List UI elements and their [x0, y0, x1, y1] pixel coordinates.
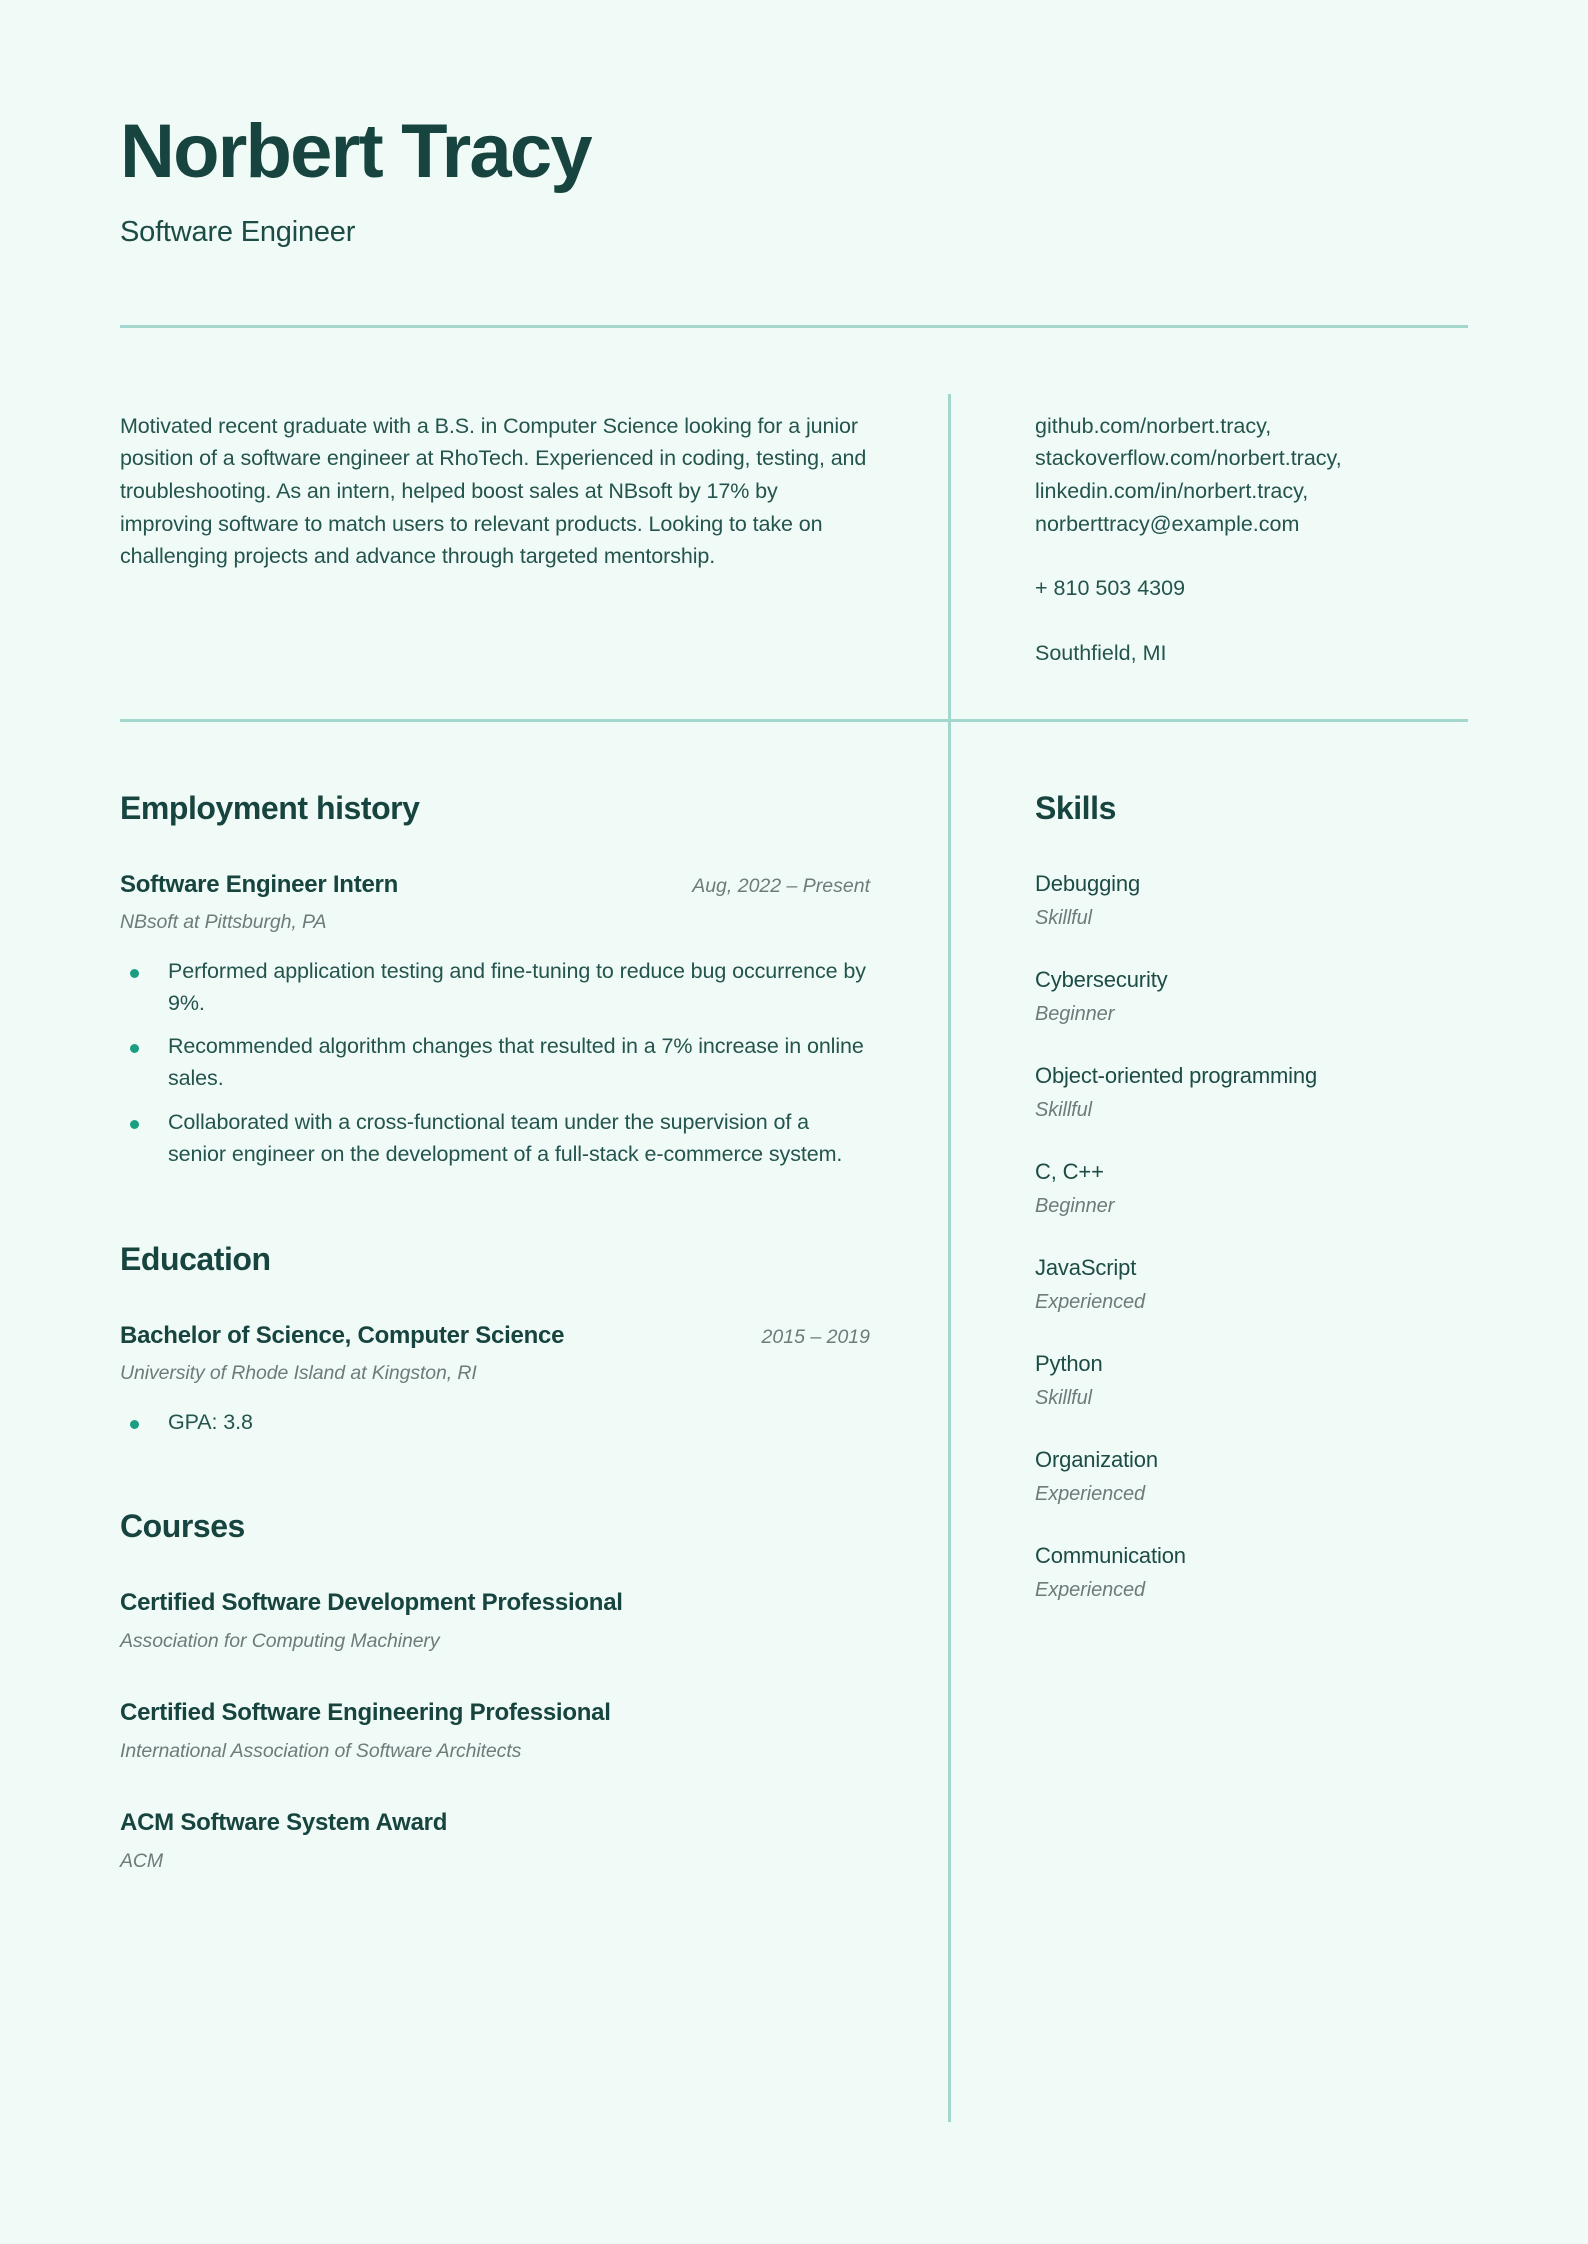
education-bullet-list: [120, 1407, 870, 1439]
course-organization: Association for Computing Machinery: [120, 1630, 440, 1653]
main-body: [120, 722, 1468, 1874]
summary-band: [120, 328, 1468, 719]
list-item: Recommended algorithm changes that resulted in a 7% increase in online sales.: [120, 1031, 870, 1095]
skill-level: Skillful: [1035, 906, 1092, 929]
skill-name: Cybersecurity: [1035, 966, 1168, 992]
main-right-column: [950, 790, 1468, 1874]
skill-level: Experienced: [1035, 1482, 1146, 1505]
education-school: University of Rhode Island at Kingston, RI: [120, 1361, 477, 1384]
employment-bullet-list: [120, 956, 870, 1171]
employment-role: Software Engineer Intern: [120, 870, 399, 898]
professional-summary: Motivated recent graduate with a B.S. in Computer Science looking for a junior position of a software engineer at RhoTech. Experienced in coding, testing, and troubleshooting. As an intern, helped boost sales at NBsoft by 17% by improving software to match users to relevant products. Looking to take on challenging projects and advance through targeted mentorship.: [120, 413, 867, 569]
skill-level: Skillful: [1035, 1386, 1092, 1409]
employment-date-range: Aug, 2022 – Present: [692, 874, 870, 897]
list-item: Performed application testing and fine-tuning to reduce bug occurrence by 9%.: [120, 956, 870, 1020]
skill-level: Skillful: [1035, 1098, 1092, 1121]
education-date-range: 2015 – 2019: [761, 1325, 870, 1348]
contact-links[interactable]: github.com/norbert.tracy, stackoverflow.com/norbert.tracy, linkedin.com/in/norbert.tracy, norberttracy@example.com: [1035, 413, 1342, 536]
course-name: Certified Software Engineering Professional: [120, 1699, 611, 1727]
skill-entry: [1035, 1159, 1468, 1218]
contact-phone[interactable]: + 810 503 4309: [1035, 576, 1186, 601]
contact-details: [1035, 410, 1468, 670]
course-name: Certified Software Development Professional: [120, 1589, 623, 1617]
candidate-job-title: Software Engineer: [120, 215, 356, 248]
section-employment-history: [120, 790, 870, 1171]
skill-entry: [1035, 1351, 1468, 1410]
skill-entry: [1035, 1063, 1468, 1122]
list-item: Collaborated with a cross-functional team under the supervision of a senior engineer on the development of a full-stack e-commerce system.: [120, 1107, 870, 1171]
skill-name: C, C++: [1035, 1158, 1104, 1184]
course-organization: ACM: [120, 1850, 164, 1873]
skill-entry: [1035, 1447, 1468, 1506]
contact-location: Southfield, MI: [1035, 641, 1167, 666]
education-degree: Bachelor of Science, Computer Science: [120, 1321, 565, 1349]
section-skills: [1035, 790, 1468, 1602]
column-divider: [948, 394, 951, 2122]
contact-column: [950, 410, 1468, 719]
list-item: GPA: 3.8: [120, 1407, 870, 1439]
section-education: [120, 1241, 870, 1439]
skill-name: Communication: [1035, 1542, 1186, 1568]
section-title-employment: Employment history: [120, 789, 420, 826]
skill-level: Experienced: [1035, 1290, 1146, 1313]
education-entry-head: [120, 1322, 870, 1350]
skill-entry: [1035, 1543, 1468, 1602]
skill-level: Beginner: [1035, 1194, 1115, 1217]
summary-column: [120, 410, 950, 719]
skill-entry: [1035, 871, 1468, 930]
skill-level: Beginner: [1035, 1002, 1115, 1025]
section-title-skills: Skills: [1035, 789, 1116, 826]
skill-level: Experienced: [1035, 1578, 1146, 1601]
section-title-education: Education: [120, 1240, 271, 1277]
employment-company: NBsoft at Pittsburgh, PA: [120, 910, 327, 933]
section-title-courses: Courses: [120, 1508, 245, 1545]
skill-entry: [1035, 967, 1468, 1026]
section-courses: [120, 1508, 870, 1873]
course-name: ACM Software System Award: [120, 1809, 448, 1837]
education-entry: [120, 1322, 870, 1439]
skill-entry: [1035, 1255, 1468, 1314]
skill-name: Object-oriented programming: [1035, 1062, 1318, 1088]
course-organization: International Association of Software Architects: [120, 1740, 522, 1763]
candidate-name: Norbert Tracy: [120, 109, 591, 194]
skill-name: Python: [1035, 1350, 1103, 1376]
skill-name: Organization: [1035, 1446, 1158, 1472]
resume-header: [120, 0, 1468, 249]
employment-entry: [120, 871, 870, 1171]
main-left-column: [120, 790, 950, 1874]
course-entry: [120, 1589, 870, 1653]
skill-name: JavaScript: [1035, 1254, 1137, 1280]
employment-entry-head: [120, 871, 870, 899]
skill-name: Debugging: [1035, 870, 1141, 896]
course-entry: [120, 1809, 870, 1873]
course-entry: [120, 1699, 870, 1763]
